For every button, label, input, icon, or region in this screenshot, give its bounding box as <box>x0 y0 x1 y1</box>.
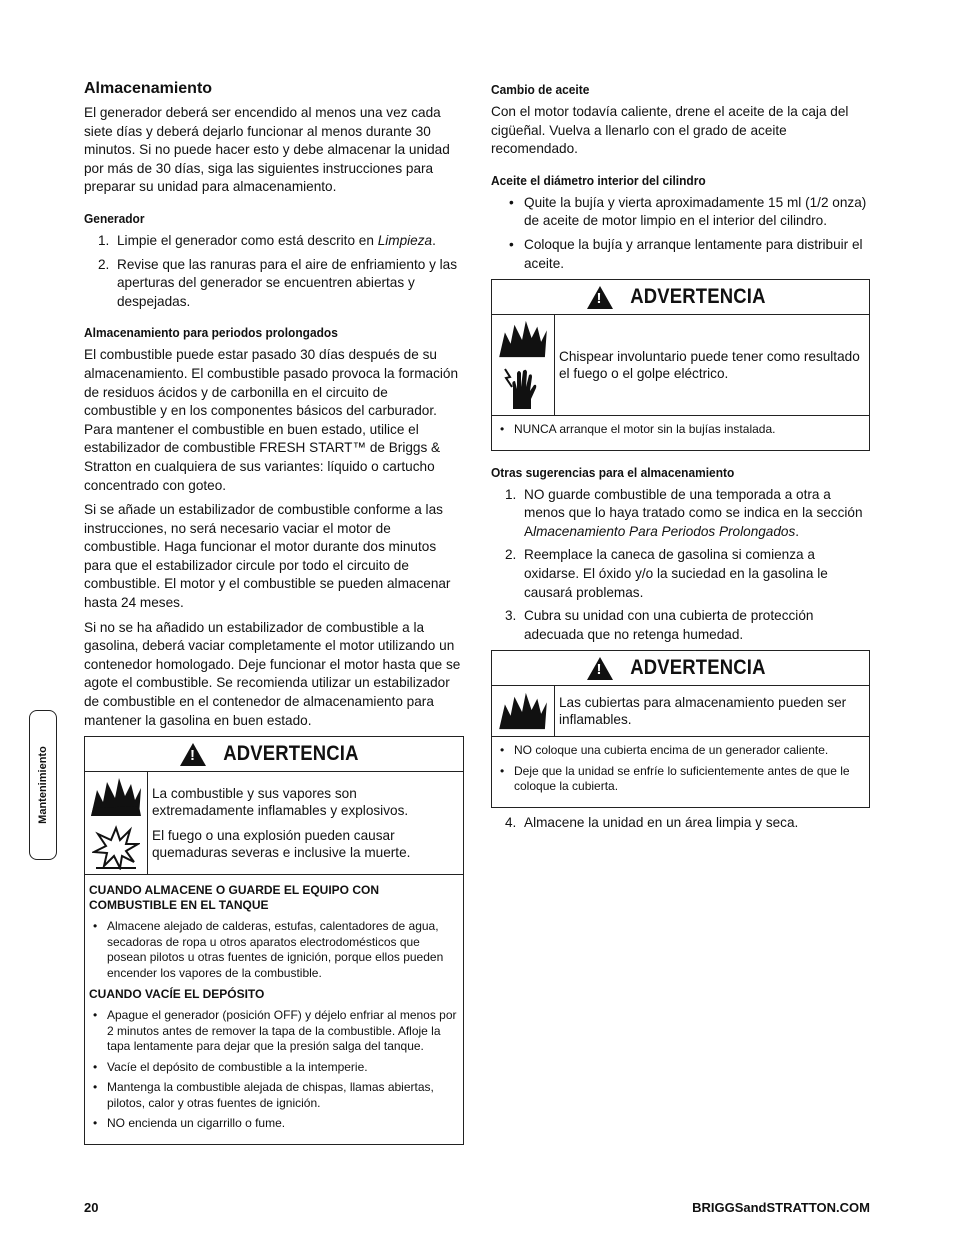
fuel-warning-box <box>84 736 464 1145</box>
warning-triangle-icon: ! <box>587 286 613 309</box>
hazard-icons <box>492 315 555 415</box>
section-tab <box>29 710 57 860</box>
explosion-icon <box>92 824 140 870</box>
paragraph: Si se añade un estabilizador de combustible conforme a las instrucciones, no será necesario vaciar el motor de combustible. Haga funcionar el motor durante dos minutos para que el estabilizador circule por todo el circuito de combustible. El motor y el combustible se pueden almacenar hasta 24 meses. <box>84 502 451 611</box>
warning-header <box>85 737 463 772</box>
warning-subheading: CUANDO ALMACENE O GUARDE EL EQUIPO CON COMBUSTIBLE EN EL TANQUE <box>89 883 380 913</box>
list-item: • NO coloque una cubierta encima de un generador caliente. <box>496 743 865 759</box>
list-item: • Mantenga la combustible alejada de chispas, llamas abiertas, pilotos, calor y otras fuentes de ignición. <box>89 1080 459 1111</box>
left-column <box>84 80 464 1145</box>
warning-title: ADVERTENCIA <box>223 742 359 766</box>
list-item: • Almacene alejado de calderas, estufas, calentadores de agua, secadoras de ropa u otros aparatos electrodomésticos que posean pilotos u otras fuentes de ignición, porque ellos pueden encender los vapores de la combustible. <box>89 919 459 981</box>
warning-title: ADVERTENCIA <box>629 285 766 309</box>
right-column <box>491 80 870 839</box>
cylinder-heading: Aceite el diámetro interior del cilindro <box>491 172 706 188</box>
list-item: 3. Cubra su unidad con una cubierta de protección adecuada que no retenga humedad. <box>505 608 814 642</box>
warning-instructions <box>85 875 463 1144</box>
generator-heading: Generador <box>84 210 145 226</box>
warning-text: Las cubiertas para almacenamiento pueden ser inflamables. <box>559 695 847 728</box>
electric-shock-icon <box>501 365 545 411</box>
final-step <box>491 814 870 833</box>
list-item: 1. NO guarde combustible de una temporada a otra a menos que lo haya tratado como se indica en la sección Almacenamiento Para Periodos Prolongados. <box>505 486 863 539</box>
section-tab-label: Mantenimiento <box>37 746 49 824</box>
warning-instructions <box>492 416 869 450</box>
storage-intro: El generador deberá ser encendido al menos una vez cada siete días y deberá dejarlo funcionar al menos durante 30 minutos. Si no puede hacer esto y debe almacenar la unidad por más de 30 días, siga las siguientes instrucciones para preparar su unidad para almacenamiento. <box>84 105 450 195</box>
list-item: • NUNCA arranque el motor sin la bujías instalada. <box>496 422 865 438</box>
warning-text: La combustible y sus vapores son extremadamente inflamables y explosivos. <box>152 786 409 819</box>
oil-change-heading: Cambio de aceite <box>491 82 590 97</box>
website-url: BRIGGSandSTRATTON.COM <box>692 1200 870 1215</box>
list-item: 2. Reemplace la caneca de gasolina si comienza a oxidarse. El óxido y/o la suciedad en la gasolina le causará problemas. <box>505 547 828 600</box>
list-item: 2. Revise que las ranuras para el aire de enfriamiento y las aperturas del generador se encuentren abiertas y despejadas. <box>98 256 458 309</box>
warning-header <box>492 280 869 315</box>
long-storage-heading: Almacenamiento para periodos prolongados <box>84 325 338 341</box>
fire-icon <box>89 776 143 818</box>
oil-change-text: Con el motor todavía caliente, drene el aceite de la caja del cigüeñal. Vuelva a llenarlo con el grado de aceite recomendado. <box>491 104 849 157</box>
warning-header <box>492 651 869 686</box>
paragraph: El combustible puede estar pasado 30 días después de su almacenamiento. El combustible pasado provoca la formación de residuos ácidos y de carbonilla en el circuito de combustible y en los componentes básicos del carburador. Para mantener el combustible en buen estado, utilice el estabilizador de combustible FRESH START™ de Briggs & Stratton en cualquiera de sus variantes: líquido o cartucho concentrado con goteo. <box>84 347 459 493</box>
warning-subheading: CUANDO VACÍE EL DEPÓSITO <box>89 987 265 1002</box>
warning-title: ADVERTENCIA <box>629 656 766 680</box>
storage-title: Almacenamiento <box>84 80 213 97</box>
warning-text: El fuego o una explosión pueden causar quemaduras severas e inclusive la muerte. <box>152 828 411 861</box>
list-item: • Quite la bujía y vierta aproximadamente 15 ml (1/2 onza) de aceite de motor limpio en el interior del cilindro. <box>491 194 870 231</box>
page-number: 20 <box>84 1200 99 1215</box>
list-item: • Coloque la bujía y arranque lentamente para distribuir el aceite. <box>491 236 870 273</box>
list-item: • Vacíe el depósito de combustible a la intemperie. <box>89 1060 459 1076</box>
list-item: 1. Limpie el generador como está descrito en Limpieza. <box>98 232 436 248</box>
list-item: • Deje que la unidad se enfríe lo suficientemente antes de que le coloque la cubierta. <box>496 764 865 795</box>
fire-icon <box>497 319 549 359</box>
warning-triangle-icon: ! <box>180 743 206 766</box>
list-item: • NO encienda un cigarrillo o fume. <box>89 1116 459 1132</box>
other-tips-heading: Otras sugerencias para el almacenamiento <box>491 464 735 480</box>
fire-icon <box>497 691 549 731</box>
other-tips-steps <box>491 486 870 645</box>
hazard-icons <box>492 686 555 736</box>
hazard-icons <box>85 772 148 874</box>
warning-text: Chispear involuntario puede tener como resultado el fuego o el golpe eléctrico. <box>559 349 860 382</box>
generator-steps <box>84 232 464 311</box>
spark-warning-box <box>491 279 870 451</box>
cylinder-steps <box>491 194 870 273</box>
list-item: • Apague el generador (posición OFF) y déjelo enfriar al menos por 2 minutos antes de remover la tapa de la combustible. Afloje la tapa lentamente para dejar que la presión salga del tanque. <box>89 1008 459 1055</box>
warning-triangle-icon: ! <box>587 657 613 680</box>
paragraph: Si no se ha añadido un estabilizador de combustible a la gasolina, deberá vaciar completamente el motor utilizando un contenedor homologado. Deje funcionar el motor hasta que se agote el combustible. Se recomienda utilizar un estabilizador de combustible en el contenedor de almacenamiento para mantener la gasolina en buen estado. <box>84 619 461 728</box>
cover-warning-box <box>491 650 870 808</box>
list-item: 4. Almacene la unidad en un área limpia y seca. <box>505 814 799 830</box>
warning-instructions <box>492 737 869 807</box>
